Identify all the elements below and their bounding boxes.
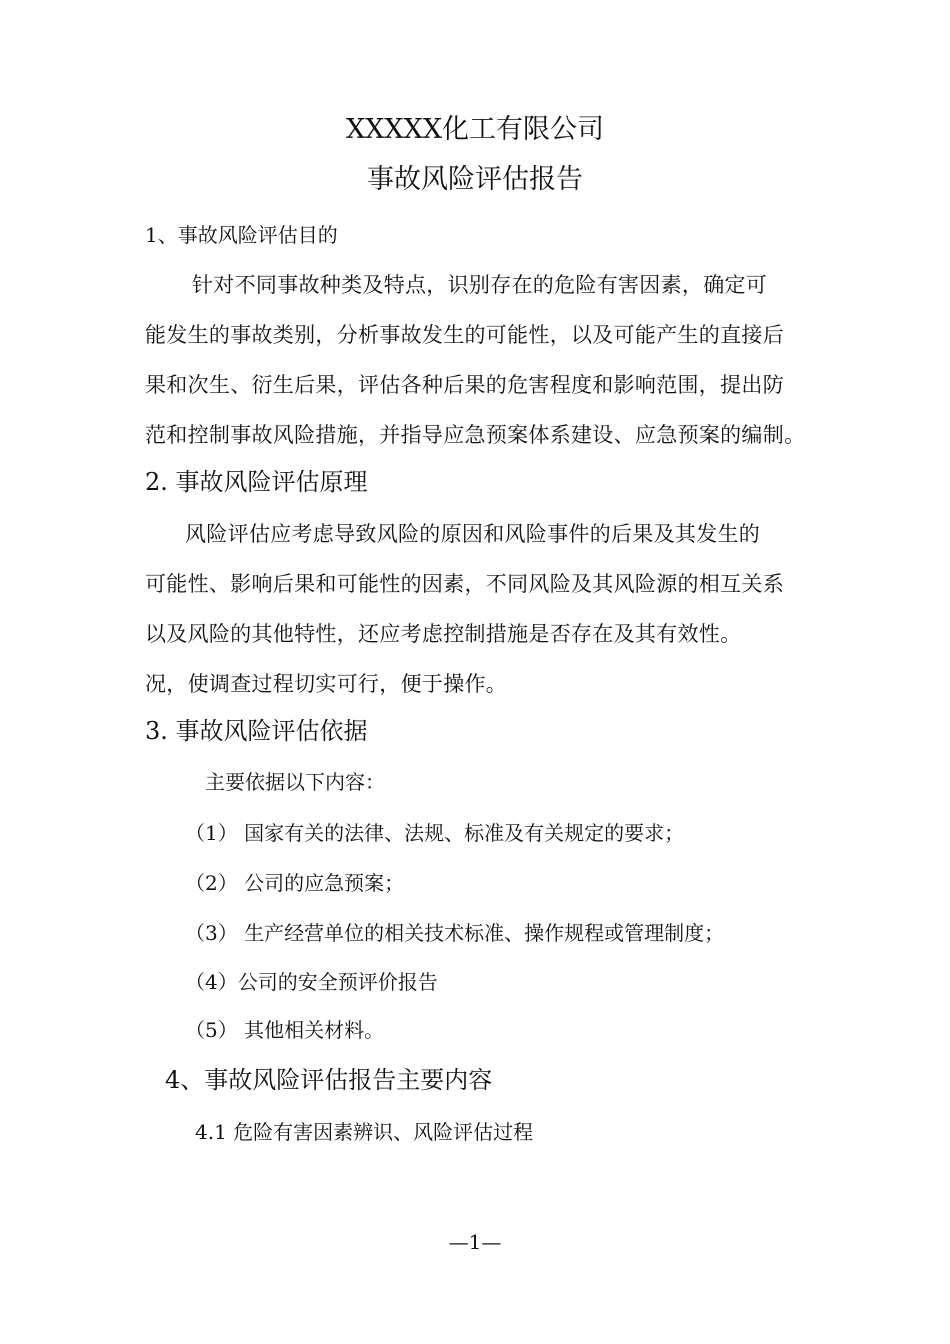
section1-paragraph-line: 针对不同事故种类及特点，识别存在的危险有害因素，确定可 [192,273,768,297]
report-title: 事故风险评估报告 [367,164,583,195]
section1-heading: 1、事故风险评估目的 [145,223,338,247]
section1-paragraph-line: 范和控制事故风险措施，并指导应急预案体系建设、应急预案的编制。 [145,423,806,447]
list-item: （3） 生产经营单位的相关技术标准、操作规程或管理制度； [185,921,725,945]
list-item: （2） 公司的应急预案； [185,871,405,895]
list-item: （4）公司的安全预评价报告 [185,970,438,994]
list-item: （5） 其他相关材料。 [185,1018,385,1042]
section2-paragraph-line: 以及风险的其他特性，还应考虑控制措施是否存在及其有效性。 [145,622,742,646]
section4-heading: 4、事故风险评估报告主要内容 [165,1066,493,1094]
section4-subheading: 4.1 危险有害因素辨识、风险评估过程 [195,1120,534,1144]
list-item: （1） 国家有关的法律、法规、标准及有关规定的要求； [185,821,685,845]
section2-paragraph-line: 况，使调查过程切实可行，便于操作。 [145,672,508,696]
section2-paragraph-line: 风险评估应考虑导致风险的原因和风险事件的后果及其发生的 [185,522,761,546]
company-title: XXXXX化工有限公司 [345,114,605,145]
section2-paragraph-line: 可能性、影响后果和可能性的因素，不同风险及其风险源的相互关系 [145,572,784,596]
section3-heading: 3. 事故风险评估依据 [145,717,368,745]
section3-intro: 主要依据以下内容： [205,770,385,794]
page-number: —1— [448,1230,502,1254]
section2-heading: 2. 事故风险评估原理 [145,468,368,496]
section1-paragraph-line: 果和次生、衍生后果，评估各种后果的危害程度和影响范围，提出防 [145,373,784,397]
section1-paragraph-line: 能发生的事故类别，分析事故发生的可能性，以及可能产生的直接后 [145,323,784,347]
